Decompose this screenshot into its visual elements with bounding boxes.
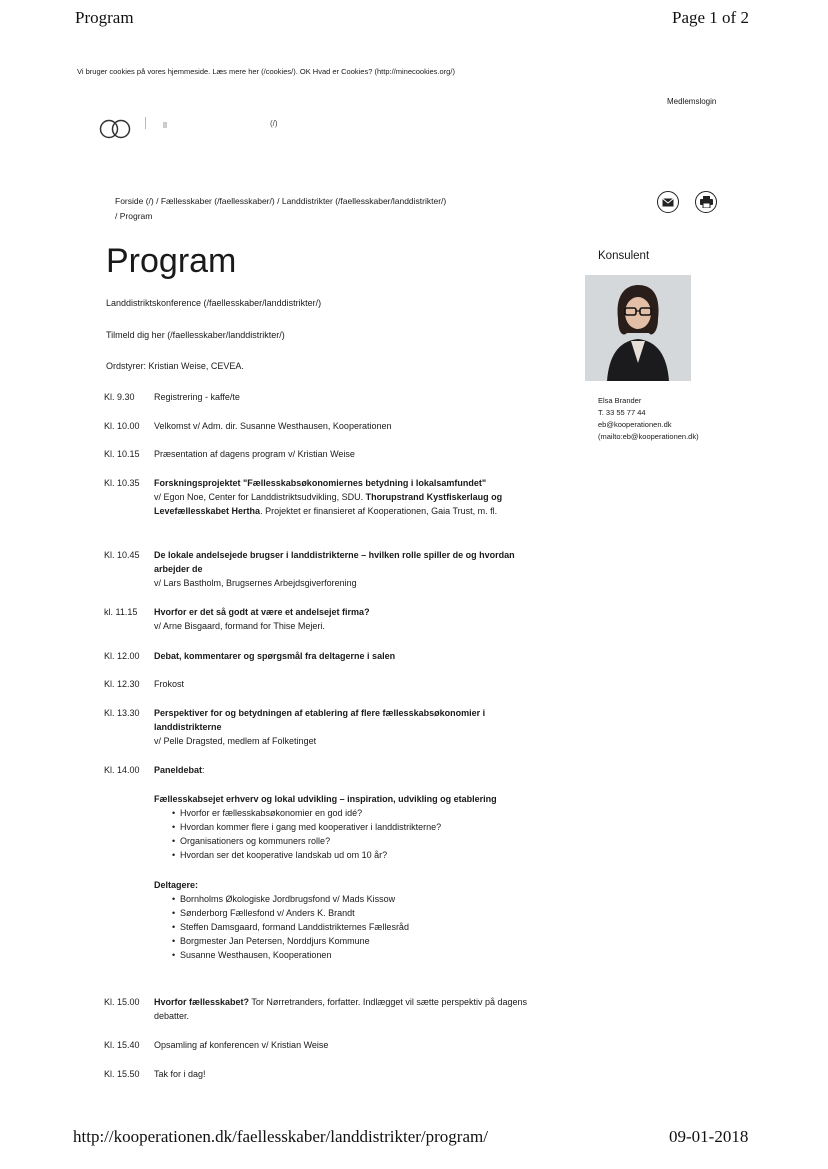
consultant-contact [598, 395, 699, 443]
consultant-phone: T. 33 55 77 44 [598, 408, 646, 417]
breadcrumb [115, 194, 535, 224]
logo-link[interactable]: (/) [270, 119, 278, 128]
schedule-title: De lokale andelsejede brugser i landdistrikterne – hvilken rolle spiller de og hvordan arbejder de [154, 550, 515, 574]
schedule-row [104, 1038, 544, 1052]
schedule-row [104, 649, 544, 663]
page-title: Program [106, 242, 237, 280]
conference-link[interactable]: Landdistriktskonference (/faellesskaber/landdistrikter/) [106, 298, 322, 308]
schedule-time: Kl. 9.30 [104, 392, 135, 402]
consultant-email[interactable]: eb@kooperationen.dk [598, 420, 672, 429]
panel-block [154, 792, 514, 962]
email-button[interactable] [657, 191, 679, 213]
consultant-photo [585, 275, 691, 381]
schedule-text: Registrering - kaffe/te [154, 392, 240, 402]
member-login-link[interactable]: Medlemslogin [667, 97, 717, 106]
schedule-text: Frokost [154, 679, 185, 689]
schedule-time: Kl. 10.15 [104, 449, 140, 459]
schedule-row [104, 706, 544, 748]
schedule-row [104, 419, 544, 433]
schedule-title: Debat, kommentarer og spørgsmål fra deltagerne i salen [154, 651, 396, 661]
print-header-page: Page 1 of 2 [672, 8, 749, 27]
list-item: • Hvorfor er fællesskabsøkonomier en god idé? [180, 806, 514, 820]
schedule-time: Kl. 12.00 [104, 651, 140, 661]
schedule-time: Kl. 15.50 [104, 1069, 140, 1079]
list-item: • Bornholms Økologiske Jordbrugsfond v/ Mads Kissow [180, 892, 514, 906]
schedule-row [104, 605, 544, 633]
breadcrumb-faellesskaber[interactable]: Fællesskaber (/faellesskaber/) [160, 196, 275, 206]
sidebar-heading: Konsulent [598, 250, 650, 262]
person-portrait-icon [585, 275, 691, 381]
list-item: • Hvordan ser det kooperative landskab ud om 10 år? [180, 848, 514, 862]
schedule-text: v/ Pelle Dragsted, medlem af Folketinget [154, 736, 317, 746]
schedule-title: Perspektiver for og betydningen af etablering af flere fællesskabsøkonomier i landdistrikterne [154, 708, 486, 732]
schedule-text: . Projektet er finansieret af Kooperationen, Gaia Trust, m. fl. [260, 506, 498, 516]
consultant-mailto[interactable]: (mailto:eb@kooperationen.dk) [598, 432, 699, 441]
schedule-time: Kl. 15.00 [104, 997, 140, 1007]
schedule-text: Tak for i dag! [154, 1069, 206, 1079]
logo-fragment [145, 117, 146, 129]
schedule-row [104, 995, 544, 1023]
logo-fragment [163, 122, 167, 128]
schedule-row [104, 548, 544, 590]
logo-rings-icon [98, 118, 134, 140]
breadcrumb-separator: / [156, 196, 159, 206]
consultant-name: Elsa Brander [598, 396, 642, 405]
printer-icon [700, 196, 713, 208]
panel-participants [154, 892, 514, 962]
breadcrumb-current: Program [119, 211, 153, 221]
schedule-time: Kl. 10.45 [104, 550, 140, 560]
cookie-bar[interactable]: Vi bruger cookies på vores hjemmeside. Læs mere her (/cookies/). OK Hvad er Cookies? (http://minecookies.org/) [77, 67, 455, 76]
schedule-title: Hvorfor fællesskabet? [154, 997, 250, 1007]
list-item: • Organisationers og kommuners rolle? [180, 834, 514, 848]
schedule-row [104, 1067, 544, 1081]
logo[interactable] [98, 118, 134, 145]
print-button[interactable] [695, 191, 717, 213]
schedule-text: Tor Nørretranders, forfatter. Indlægget vil sætte perspektiv på dagens debatter. [154, 997, 527, 1021]
breadcrumb-separator: / [277, 196, 280, 206]
schedule-text: v/ Lars Bastholm, Brugsernes Arbejdsgiverforening [154, 578, 357, 588]
list-item: • Steffen Damsgaard, formand Landdistrikternes Fællesråd [180, 920, 514, 934]
panel-questions [154, 806, 514, 862]
schedule-time: Kl. 12.30 [104, 679, 140, 689]
schedule-time: Kl. 15.40 [104, 1040, 140, 1050]
schedule-text: v/ Egon Noe, Center for Landdistriktsudvikling, SDU. [154, 492, 364, 502]
schedule-text: Velkomst v/ Adm. dir. Susanne Westhausen, Kooperationen [154, 421, 392, 431]
chair-text: Ordstyrer: Kristian Weise, CEVEA. [106, 361, 244, 371]
schedule-row [104, 476, 544, 518]
list-item: • Borgmester Jan Petersen, Norddjurs Kommune [180, 934, 514, 948]
schedule-time: Kl. 10.00 [104, 421, 140, 431]
schedule-row [104, 390, 544, 404]
schedule-title-suffix: : [202, 765, 205, 775]
schedule-text-bold: Thorupstrand Kystfiskerlaug og Levefællesskabet Hertha [154, 492, 503, 516]
print-header-title: Program [75, 8, 134, 27]
schedule-time: Kl. 14.00 [104, 765, 140, 775]
list-item: • Sønderborg Fællesfond v/ Anders K. Brandt [180, 906, 514, 920]
schedule-row [104, 447, 544, 461]
print-footer-date: 09-01-2018 [669, 1127, 749, 1146]
schedule-row [104, 763, 544, 777]
print-footer-url: http://kooperationen.dk/faellesskaber/landdistrikter/program/ [73, 1127, 488, 1146]
schedule-title: Paneldebat [154, 765, 203, 775]
schedule-title: Hvorfor er det så godt at være et andelsejet firma? [154, 607, 370, 617]
panel-topic: Fællesskabsejet erhverv og lokal udvikling – inspiration, udvikling og etablering [154, 794, 497, 804]
breadcrumb-landdistrikter[interactable]: Landdistrikter (/faellesskaber/landdistrikter/) [281, 196, 447, 206]
schedule-time: Kl. 10.35 [104, 478, 140, 488]
signup-link[interactable]: Tilmeld dig her (/faellesskaber/landdistrikter/) [106, 330, 285, 340]
list-item: • Hvordan kommer flere i gang med kooperativer i landdistrikterne? [180, 820, 514, 834]
breadcrumb-separator: / [115, 211, 118, 221]
breadcrumb-home[interactable]: Forside (/) [115, 196, 154, 206]
schedule-row [104, 677, 544, 691]
schedule-time: Kl. 13.30 [104, 708, 140, 718]
envelope-icon [662, 198, 674, 207]
schedule-text: Præsentation af dagens program v/ Kristian Weise [154, 449, 355, 459]
schedule-time: kl. 11.15 [104, 607, 138, 617]
schedule-text: Opsamling af konferencen v/ Kristian Weise [154, 1040, 329, 1050]
schedule-title: Forskningsprojektet "Fællesskabsøkonomiernes betydning i lokalsamfundet" [154, 478, 487, 488]
participants-heading: Deltagere: [154, 880, 199, 890]
list-item: • Susanne Westhausen, Kooperationen [180, 948, 514, 962]
schedule-text: v/ Arne Bisgaard, formand for Thise Mejeri. [154, 621, 325, 631]
